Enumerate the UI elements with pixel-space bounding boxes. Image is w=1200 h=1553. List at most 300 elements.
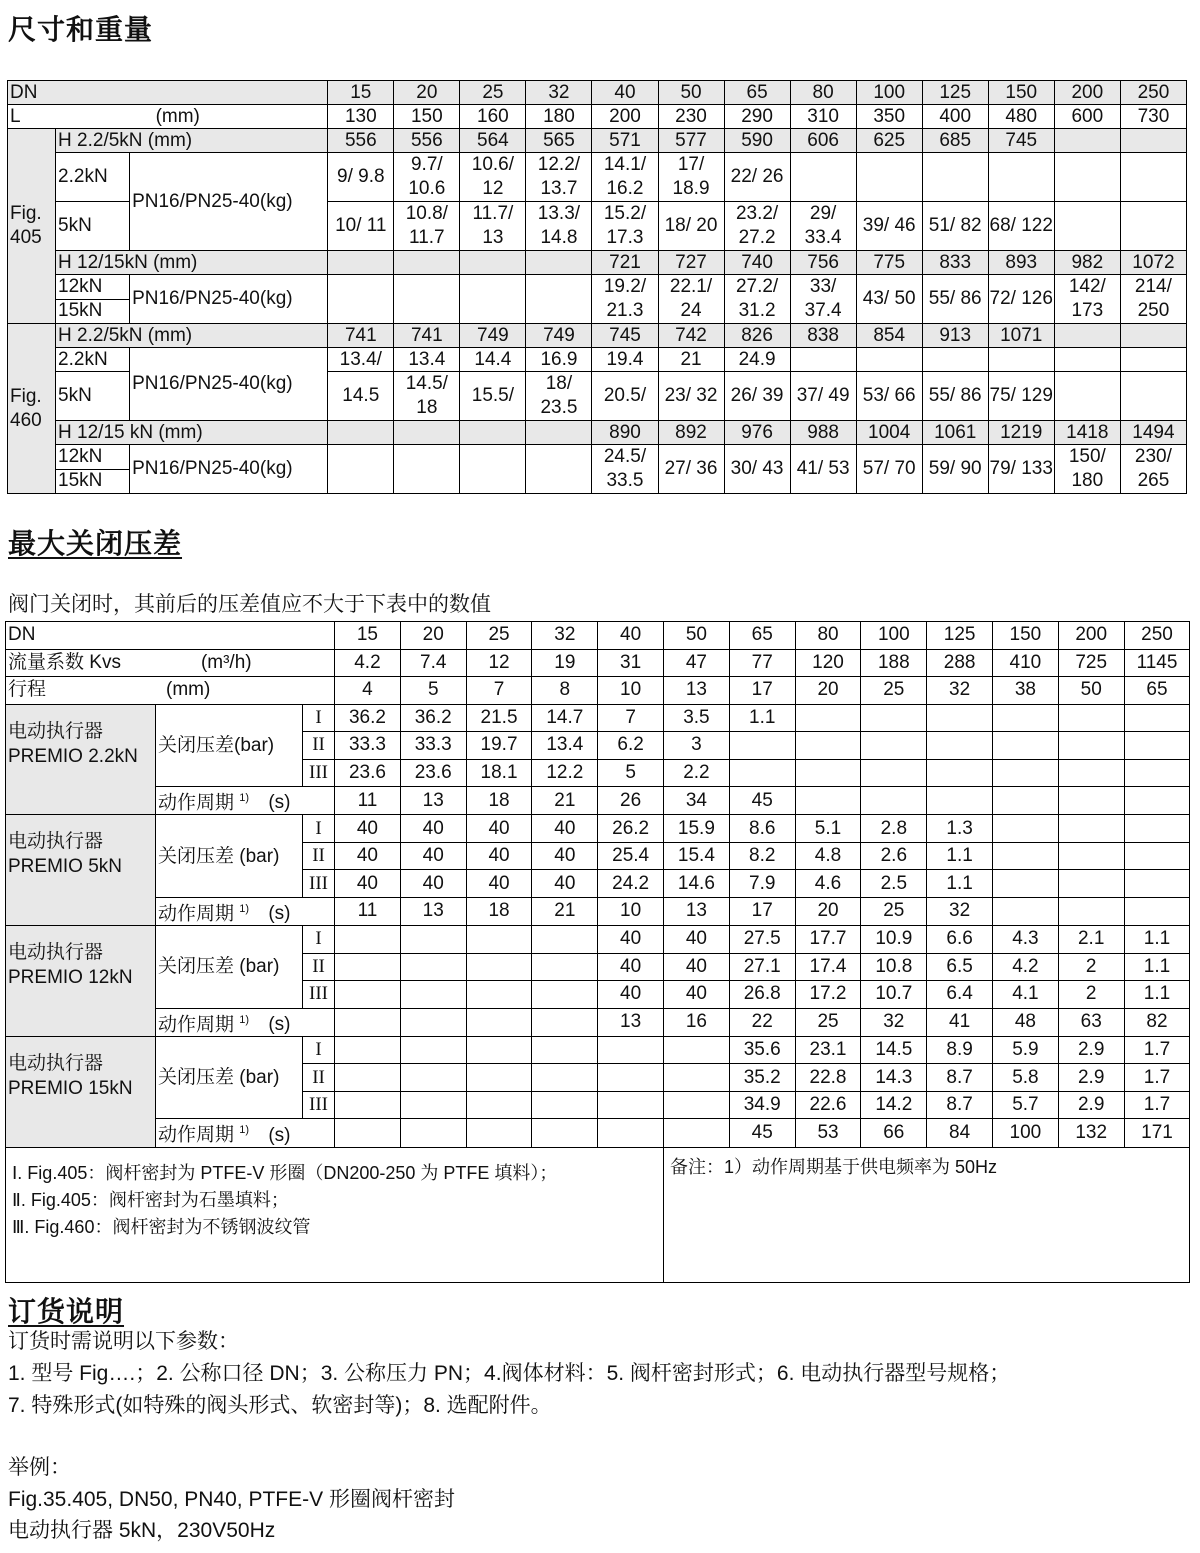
value-cell [335,1064,401,1092]
value-cell: 1.1 [1124,981,1190,1009]
value-cell: 25.4 [598,842,664,870]
value-cell: 982 [1054,251,1120,275]
label-5kn: 5kN [56,202,130,251]
value-cell: 1.1 [927,842,993,870]
value-cell: 5 [598,759,664,787]
value-cell: 21 [532,897,598,925]
value-cell [1058,897,1124,925]
L-unit: (mm) [155,105,200,127]
value-cell [856,153,922,202]
roman-numeral: II [303,1064,335,1092]
value-cell: 150 [993,622,1059,650]
value-cell: 33/ 37.4 [790,275,856,324]
value-cell: 13.4/ [328,348,394,372]
roman-numeral: II [303,842,335,870]
closing-pressure-label: 关闭压差 (bar) [156,1036,303,1119]
value-cell: 80 [790,81,856,105]
value-cell: 10.8 [861,953,927,981]
value-cell: 8.7 [927,1091,993,1119]
value-cell: 40 [335,870,401,898]
value-cell [1058,787,1124,815]
value-cell: 18/ 20 [658,202,724,251]
value-cell: 22 [729,1008,795,1036]
value-cell: 12.2 [532,759,598,787]
value-cell [394,251,460,275]
value-cell: 37/ 49 [790,372,856,421]
value-cell: 745 [592,324,658,348]
value-cell: 55/ 86 [922,275,988,324]
value-cell: 741 [394,324,460,348]
value-cell [335,926,401,954]
value-cell [460,275,526,324]
value-cell: 290 [724,105,790,129]
value-cell [993,897,1059,925]
kvs-unit: (m³/h) [200,651,252,673]
value-cell [394,421,460,445]
value-cell [400,1091,466,1119]
value-cell: 23.1 [795,1036,861,1064]
value-cell: 43/ 50 [856,275,922,324]
value-cell [394,275,460,324]
value-cell: 150/ 180 [1054,445,1120,494]
value-cell: 1145 [1124,649,1190,677]
value-cell: 742 [658,324,724,348]
value-cell: 130 [328,105,394,129]
value-cell: 976 [724,421,790,445]
value-cell: 26/ 39 [724,372,790,421]
value-cell: 9.7/ 10.6 [394,153,460,202]
value-cell [1120,129,1186,153]
value-cell [335,1091,401,1119]
closing-pressure-label: 关闭压差 (bar) [156,815,303,898]
value-cell: 32 [861,1008,927,1036]
value-cell: 11 [335,897,401,925]
actuator-label: 电动执行器 PREMIO 12kN [6,926,156,1037]
value-cell: 40 [598,981,664,1009]
value-cell: 775 [856,251,922,275]
value-cell: 40 [598,926,664,954]
roman-numeral: I [303,815,335,843]
value-cell: 8.9 [927,1036,993,1064]
value-cell: 26.8 [729,981,795,1009]
value-cell: 79/ 133 [988,445,1054,494]
value-cell: 18/ 23.5 [526,372,592,421]
value-cell: 100 [856,81,922,105]
label-15kn: 15kN [56,469,130,494]
value-cell [664,1091,730,1119]
cycle-footnote: 1) [239,1013,250,1026]
value-cell [466,1091,532,1119]
h-small-label: H 2.2/5kN (mm) [56,324,328,348]
value-cell: 13 [400,897,466,925]
value-cell: 14.4 [460,348,526,372]
value-cell: 40 [532,870,598,898]
stroke-label [6,677,335,705]
value-cell [400,1008,466,1036]
value-cell: 571 [592,129,658,153]
value-cell: 913 [922,324,988,348]
value-cell: 200 [1054,81,1120,105]
pressure-intro-text: 阀门关闭时，其前后的压差值应不大于下表中的数值 [8,593,491,616]
value-cell: 2.9 [1058,1091,1124,1119]
value-cell: 171 [1124,1119,1190,1147]
value-cell [1054,202,1120,251]
value-cell: 685 [922,129,988,153]
value-cell: 14.3 [861,1064,927,1092]
value-cell [1054,129,1120,153]
label-12kn: 12kN [56,275,130,300]
value-cell: 564 [460,129,526,153]
value-cell: 1.1 [927,870,993,898]
value-cell: 72/ 126 [988,275,1054,324]
value-cell [1058,815,1124,843]
cycle-unit: (s) [268,1013,291,1035]
value-cell: 288 [927,649,993,677]
value-cell: 2 [1058,953,1124,981]
value-cell [664,1119,730,1147]
value-cell: 24.5/ 33.5 [592,445,658,494]
value-cell: 2 [1058,981,1124,1009]
value-cell: 77 [729,649,795,677]
pn-label: PN16/PN25-40(kg) [130,445,328,494]
value-cell: 15 [335,622,401,650]
value-cell [598,1119,664,1147]
cycle-unit: (s) [268,903,291,925]
roman-numeral: III [303,870,335,898]
value-cell: 32 [927,677,993,705]
value-cell: 19.4 [592,348,658,372]
value-cell: 749 [526,324,592,348]
value-cell [729,732,795,760]
value-cell: 19.2/ 21.3 [592,275,658,324]
value-cell: 29/ 33.4 [790,202,856,251]
notes-right: 备注：1）动作周期基于供电频率为 50Hz [664,1147,1190,1282]
roman-numeral: III [303,981,335,1009]
value-cell [861,704,927,732]
value-cell: 32 [526,81,592,105]
value-cell [400,926,466,954]
value-cell: 8.6 [729,815,795,843]
value-cell: 7 [466,677,532,705]
value-cell [861,732,927,760]
value-cell: 4.2 [335,649,401,677]
seal-note-1: Ⅰ. Fig.405：阀杆密封为 PTFE-V 形圈（DN200-250 为 PTFE 填料）； [12,1162,558,1183]
value-cell [790,348,856,372]
cycle-unit: (s) [268,1124,291,1146]
cycle-text: 动作周期 [158,792,235,814]
dn-header: DN [8,81,328,105]
value-cell: 6.4 [927,981,993,1009]
value-cell [400,1119,466,1147]
value-cell: 32 [532,622,598,650]
seal-note-2: Ⅱ. Fig.405：阀杆密封为石墨填料； [12,1189,289,1210]
kvs-label [6,649,335,677]
value-cell [1124,870,1190,898]
value-cell: 250 [1124,622,1190,650]
fig-label: Fig. 405 [8,129,56,324]
value-cell: 20 [400,622,466,650]
h-big-label: H 12/15kN (mm) [56,251,328,275]
value-cell [335,1119,401,1147]
value-cell: 27/ 36 [658,445,724,494]
value-cell: 11 [335,787,401,815]
label-15kn: 15kN [56,299,130,324]
value-cell: 5 [400,677,466,705]
value-cell: 1.7 [1124,1064,1190,1092]
value-cell [335,953,401,981]
value-cell: 890 [592,421,658,445]
value-cell: 17 [729,897,795,925]
value-cell [466,1036,532,1064]
value-cell [993,732,1059,760]
value-cell: 1004 [856,421,922,445]
value-cell [335,1008,401,1036]
notes-left [6,1147,664,1282]
value-cell [400,1036,466,1064]
value-cell: 8 [532,677,598,705]
value-cell: 1.1 [1124,926,1190,954]
pn-label: PN16/PN25-40(kg) [130,348,328,421]
value-cell: 19.7 [466,732,532,760]
value-cell [729,759,795,787]
value-cell: 41/ 53 [790,445,856,494]
value-cell: 50 [658,81,724,105]
value-cell [1124,759,1190,787]
value-cell: 27.1 [729,953,795,981]
value-cell: 250 [1120,81,1186,105]
value-cell: 75/ 129 [988,372,1054,421]
value-cell: 13 [400,787,466,815]
example-label: 举例： [8,1456,71,1479]
value-cell [532,981,598,1009]
value-cell: 730 [1120,105,1186,129]
value-cell: 45 [729,1119,795,1147]
value-cell [1124,842,1190,870]
example-line-1: Fig.35.405, DN50, PN40, PTFE-V 形圈阀杆密封 [8,1488,455,1511]
value-cell [1120,324,1186,348]
value-cell [466,953,532,981]
value-cell [532,953,598,981]
value-cell: 13.4 [394,348,460,372]
value-cell: 10.8/ 11.7 [394,202,460,251]
stroke-text: 行程 [8,679,47,701]
value-cell: 4.1 [993,981,1059,1009]
value-cell [394,445,460,494]
value-cell: 40 [598,953,664,981]
value-cell: 80 [795,622,861,650]
value-cell: 410 [993,649,1059,677]
value-cell [460,445,526,494]
value-cell: 725 [1058,649,1124,677]
value-cell: 556 [328,129,394,153]
value-cell: 40 [466,842,532,870]
value-cell [664,1064,730,1092]
value-cell: 13 [598,1008,664,1036]
value-cell: 22.6 [795,1091,861,1119]
cycle-label [156,1119,335,1147]
value-cell [1120,202,1186,251]
value-cell: 33.3 [400,732,466,760]
value-cell: 26.2 [598,815,664,843]
value-cell: 10.7 [861,981,927,1009]
seal-note-3: Ⅲ. Fig.460：阀杆密封为不锈钢波纹管 [12,1216,311,1237]
value-cell: 10/ 11 [328,202,394,251]
stroke-unit: (mm) [166,679,211,701]
value-cell: 47 [664,649,730,677]
value-cell: 214/ 250 [1120,275,1186,324]
value-cell: 8.7 [927,1064,993,1092]
cycle-unit: (s) [268,792,291,814]
value-cell [1054,372,1120,421]
value-cell [526,445,592,494]
cycle-footnote: 1) [239,792,250,804]
value-cell: 10 [598,677,664,705]
value-cell [532,1064,598,1092]
value-cell: 230 [658,105,724,129]
value-cell [922,348,988,372]
value-cell [1120,348,1186,372]
value-cell: 40 [598,622,664,650]
value-cell [1058,759,1124,787]
value-cell: 17/ 18.9 [658,153,724,202]
value-cell: 15.9 [664,815,730,843]
cycle-footnote: 1) [239,902,250,915]
dimensions-weights-table [7,80,1187,494]
value-cell: 4.3 [993,926,1059,954]
kvs-text: 流量系数 Kvs [8,651,121,673]
value-cell: 15.4 [664,842,730,870]
value-cell: 40 [532,842,598,870]
value-cell [993,842,1059,870]
value-cell: 40 [664,981,730,1009]
ordering-line-2: 1. 型号 Fig….；2. 公称口径 DN；3. 公称压力 PN；4.阀体材料：5. 阀杆密封形式；6. 电动执行器型号规格； [8,1362,1011,1385]
value-cell [526,421,592,445]
value-cell: 150 [394,105,460,129]
value-cell: 14.5 [861,1036,927,1064]
actuator-label: 电动执行器 PREMIO 5kN [6,815,156,926]
value-cell [1120,153,1186,202]
value-cell: 7 [598,704,664,732]
value-cell: 82 [1124,1008,1190,1036]
cycle-text: 动作周期 [158,1124,235,1146]
value-cell: 6.2 [598,732,664,760]
value-cell [400,953,466,981]
roman-numeral: III [303,759,335,787]
cycle-label [156,787,335,815]
value-cell: 40 [592,81,658,105]
value-cell [466,926,532,954]
actuator-label: 电动执行器 PREMIO 2.2kN [6,704,156,815]
value-cell: 23.6 [335,759,401,787]
value-cell: 17.2 [795,981,861,1009]
value-cell: 40 [664,926,730,954]
value-cell [861,759,927,787]
value-cell [466,1064,532,1092]
value-cell: 65 [1124,677,1190,705]
value-cell: 200 [1058,622,1124,650]
value-cell [790,153,856,202]
value-cell [1058,870,1124,898]
section-title-ordering: 订货说明 [8,1296,125,1327]
value-cell: 63 [1058,1008,1124,1036]
value-cell: 65 [729,622,795,650]
value-cell: 5.9 [993,1036,1059,1064]
value-cell: 21 [532,787,598,815]
value-cell: 741 [328,324,394,348]
value-cell: 3 [664,732,730,760]
value-cell: 18.1 [466,759,532,787]
L-label: L [10,105,21,127]
value-cell: 833 [922,251,988,275]
value-cell: 15 [328,81,394,105]
value-cell: 125 [922,81,988,105]
value-cell [598,1036,664,1064]
value-cell: 2.6 [861,842,927,870]
value-cell: 25 [460,81,526,105]
value-cell: 1.7 [1124,1036,1190,1064]
roman-numeral: III [303,1091,335,1119]
value-cell: 565 [526,129,592,153]
value-cell: 40 [400,842,466,870]
value-cell [1054,348,1120,372]
value-cell: 400 [922,105,988,129]
value-cell [1054,153,1120,202]
value-cell: 132 [1058,1119,1124,1147]
value-cell [466,981,532,1009]
value-cell: 5.1 [795,815,861,843]
value-cell: 1418 [1054,421,1120,445]
value-cell: 100 [861,622,927,650]
value-cell: 600 [1054,105,1120,129]
value-cell [922,153,988,202]
label-5kn: 5kN [56,372,130,421]
value-cell [1124,897,1190,925]
value-cell [532,1119,598,1147]
value-cell [335,981,401,1009]
value-cell: 2.9 [1058,1064,1124,1092]
value-cell: 6.5 [927,953,993,981]
label-22kn: 2.2kN [56,153,130,202]
value-cell: 893 [988,251,1054,275]
value-cell: 15.5/ [460,372,526,421]
value-cell: 188 [861,649,927,677]
ordering-line-1: 订货时需说明以下参数： [8,1330,239,1353]
value-cell: 721 [592,251,658,275]
value-cell [466,1119,532,1147]
value-cell: 1219 [988,421,1054,445]
cycle-footnote: 1) [239,1124,250,1137]
value-cell [532,926,598,954]
value-cell [328,445,394,494]
value-cell: 310 [790,105,856,129]
value-cell [993,704,1059,732]
value-cell: 40 [664,953,730,981]
value-cell: 12 [466,649,532,677]
value-cell: 749 [460,324,526,348]
value-cell: 13.4 [532,732,598,760]
pn-label: PN16/PN25-40(kg) [130,275,328,324]
value-cell: 25 [795,1008,861,1036]
value-cell: 8.2 [729,842,795,870]
value-cell: 66 [861,1119,927,1147]
value-cell: 16 [664,1008,730,1036]
max-closing-pressure-table [5,621,1190,1283]
value-cell: 21 [658,348,724,372]
value-cell: 892 [658,421,724,445]
value-cell: 230/ 265 [1120,445,1186,494]
value-cell: 36.2 [400,704,466,732]
value-cell [532,1091,598,1119]
